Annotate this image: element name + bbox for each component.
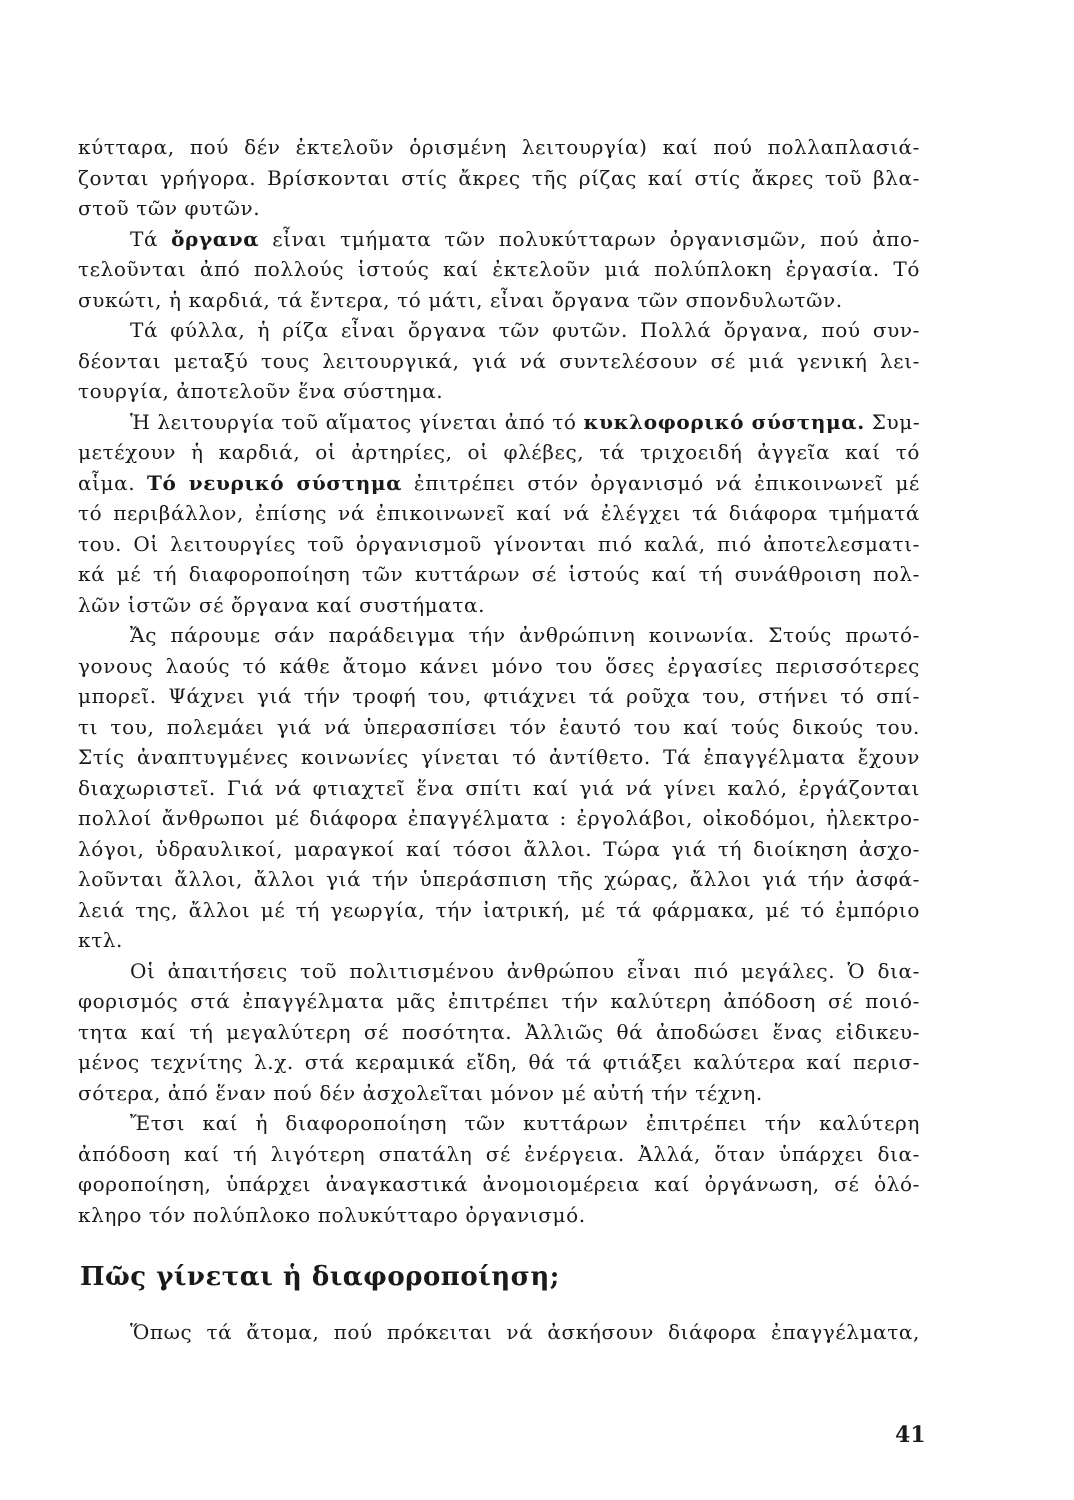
text-line: συκώτι, ἡ καρδιά, τά ἔντερα, τό μάτι, εἶναι ὄργανα τῶν σπονδυλωτῶν. xyxy=(78,287,843,312)
page-number: 41 xyxy=(895,1422,926,1448)
text-line: λοῦνται ἄλλοι, ἄλλοι γιά τήν ὑπεράσπιση τῆς χώρας, ἄλλοι γιά τήν ἀσφά- xyxy=(78,867,920,891)
text-line: μένος τεχνίτης λ.χ. στά κεραμικά εἴδη, θά τά φτιάξει καλύτερα καί περισ- xyxy=(78,1050,920,1074)
text-line: λειά της, ἄλλοι μέ τή γεωργία, τήν ἰατρική, μέ τά φάρμακα, μέ τό ἐμπόριο xyxy=(78,897,920,922)
text-line: στοῦ τῶν φυτῶν. xyxy=(78,196,261,220)
text-line: Οἱ ἀπαιτήσεις τοῦ πολιτισμένου ἀνθρώπου εἶναι πιό μεγάλες. Ὁ δια- xyxy=(130,958,920,983)
text-line: του. Οἱ λειτουργίες τοῦ ὀργανισμοῦ γίνονται πιό καλά, πιό ἀποτελεσματι- xyxy=(78,531,920,556)
text-line: μπορεῖ. Ψάχνει γιά τήν τροφή του, φτιάχνει τά ροῦχα του, στήνει τό σπί- xyxy=(78,684,920,708)
continuing-paragraph xyxy=(78,1317,920,1348)
text-line: Τά φύλλα, ἡ ρίζα εἶναι ὄργανα τῶν φυτῶν. Πολλά ὄργανα, πού συν- xyxy=(130,318,920,342)
text-line: Ὅπως τά ἄτομα, πού πρόκειται νά ἀσκήσουν διάφορα ἐπαγγέλματα, xyxy=(130,1320,920,1344)
text-line: τητα καί τή μεγαλύτερη σέ ποσότητα. Ἀλλιῶς θά ἀποδώσει ἕνας εἰδικευ- xyxy=(78,1019,920,1044)
text-line: φορισμός στά ἐπαγγέλματα μᾶς ἐπιτρέπει τήν καλύτερη ἀπόδοση σέ ποιό- xyxy=(78,989,920,1013)
text-line: αἷμα. Τό νευρικό σύστημα ἐπιτρέπει στόν ὀργανισμό νά ἐπικοινωνεῖ μέ xyxy=(78,470,921,495)
text-line: μετέχουν ἡ καρδιά, οἱ ἀρτηρίες, οἱ φλέβες, τά τριχοειδή ἀγγεῖα καί τό xyxy=(78,440,920,464)
text-line: κά μέ τή διαφοροποίηση τῶν κυττάρων σέ ἱστούς καί τή συνάθροιση πολ- xyxy=(78,562,920,586)
text-line: ζονται γρήγορα. Βρίσκονται στίς ἄκρες τῆς ρίζας καί στίς ἄκρες τοῦ βλα- xyxy=(78,165,920,190)
text-line: Ἄς πάρουμε σάν παράδειγμα τήν ἀνθρώπινη κοινωνία. Στούς πρωτό- xyxy=(130,623,920,647)
text-line: διαχωριστεῖ. Γιά νά φτιαχτεῖ ἕνα σπίτι καί γιά νά γίνει καλό, ἐργάζονται xyxy=(78,775,920,800)
text-line: τι του, πολεμάει γιά νά ὑπερασπίσει τόν ἑαυτό του καί τούς δικούς του. xyxy=(78,714,920,739)
text-line: δέονται μεταξύ τους λειτουργικά, γιά νά συντελέσουν σέ μιά γενική λει- xyxy=(78,348,920,373)
text-line: Τά ὄργανα εἶναι τμήματα τῶν πολυκύτταρων ὀργανισμῶν, πού ἀπο- xyxy=(130,226,920,251)
text-line: τό περιβάλλον, ἐπίσης νά ἐπικοινωνεῖ καί νά ἐλέγχει τά διάφορα τμήματά xyxy=(78,501,920,525)
text-line: φοροποίηση, ὑπάρχει ἀναγκαστικά ἀνομοιομέρεια καί ὀργάνωση, σέ ὁλό- xyxy=(78,1172,920,1196)
text-line: κληρο τόν πολύπλοκο πολυκύτταρο ὀργανισμό. xyxy=(78,1202,586,1227)
body-text xyxy=(78,132,920,1230)
text-line: γονους λαούς τό κάθε ἄτομο κάνει μόνο του ὅσες ἐργασίες περισσότερες xyxy=(78,653,920,678)
text-line: κτλ. xyxy=(78,928,123,952)
text-line: Στίς ἀναπτυγμένες κοινωνίες γίνεται τό ἀντίθετο. Τά ἐπαγγέλματα ἔχουν xyxy=(78,745,920,769)
section-heading: Πῶς γίνεται ἡ διαφοροποίηση; xyxy=(80,1262,560,1292)
text-line: λῶν ἱστῶν σέ ὄργανα καί συστήματα. xyxy=(78,592,486,617)
text-line: τουργία, ἀποτελοῦν ἕνα σύστημα. xyxy=(78,379,444,403)
text-line: ἀπόδοση καί τή λιγότερη σπατάλη σέ ἐνέργεια. Ἀλλά, ὅταν ὑπάρχει δια- xyxy=(78,1141,920,1166)
text-line: Ἔτσι καί ἡ διαφοροποίηση τῶν κυττάρων ἐπιτρέπει τήν καλύτερη xyxy=(130,1111,920,1135)
text-line: τελοῦνται ἀπό πολλούς ἱστούς καί ἐκτελοῦν μιά πολύπλοκη ἐργασία. Τό xyxy=(78,257,920,281)
text-line: Ἡ λειτουργία τοῦ αἵματος γίνεται ἀπό τό κυκλοφορικό σύστημα. Συμ- xyxy=(130,409,921,434)
text-line: σότερα, ἀπό ἕναν πού δέν ἀσχολεῖται μόνον μέ αὐτή τήν τέχνη. xyxy=(78,1080,763,1105)
text-line: κύτταρα, πού δέν ἐκτελοῦν ὁρισμένη λειτουργία) καί πού πολλαπλασιά- xyxy=(78,135,920,159)
text-line: πολλοί ἄνθρωποι μέ διάφορα ἐπαγγέλματα : ἐργολάβοι, οἰκοδόμοι, ἠλεκτρο- xyxy=(78,806,920,830)
text-line: λόγοι, ὑδραυλικοί, μαραγκοί καί τόσοι ἄλλοι. Τώρα γιά τή διοίκηση ἀσχο- xyxy=(78,836,920,861)
